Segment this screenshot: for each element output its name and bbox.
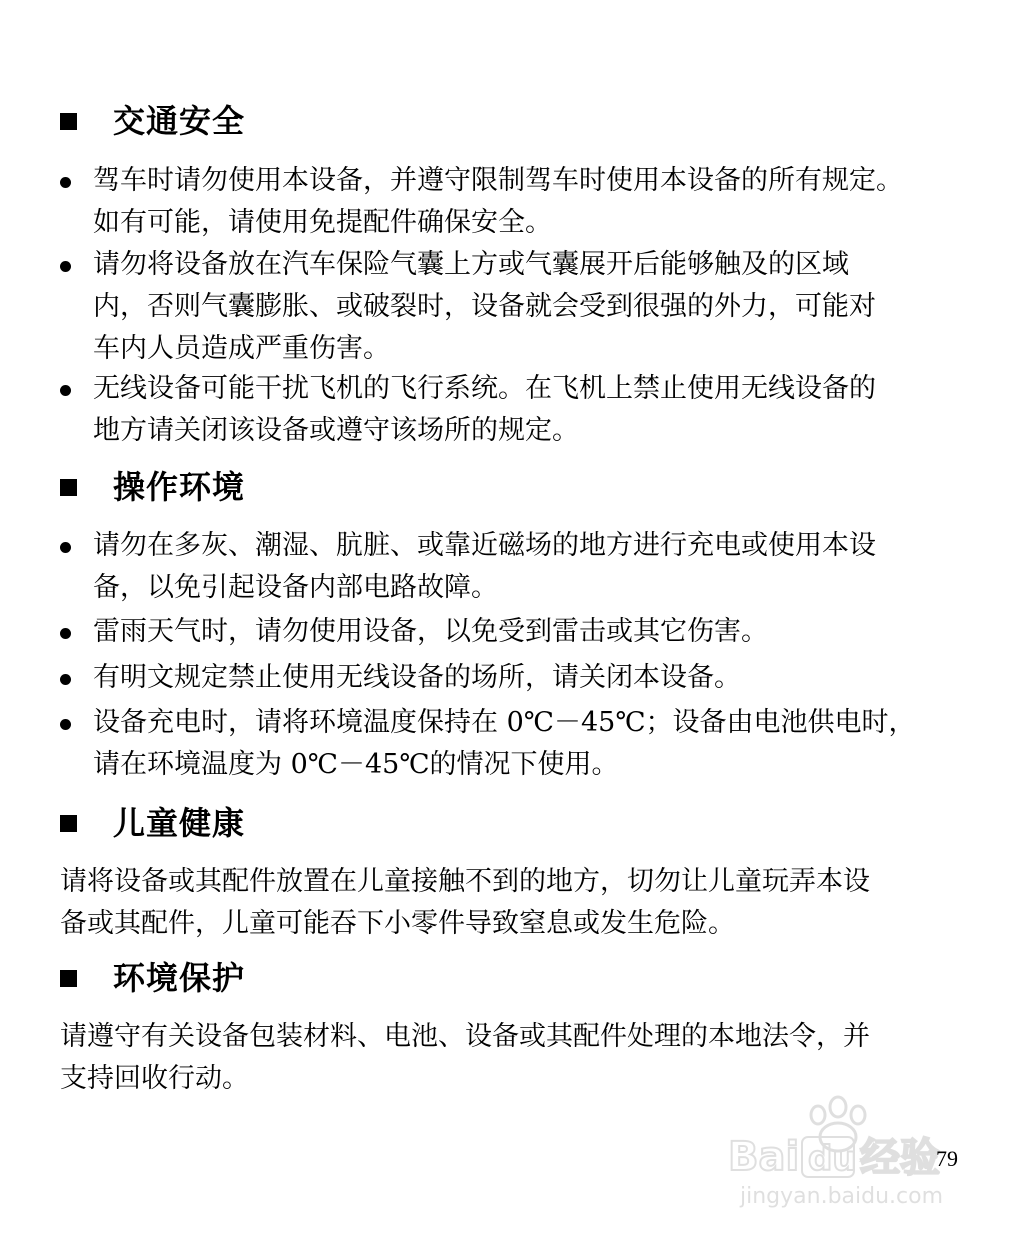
heading-text: 操作环境 xyxy=(113,468,246,506)
svg-text:jingyan.baidu.com: jingyan.baidu.com xyxy=(740,1184,944,1209)
section-heading-traffic xyxy=(60,101,245,141)
bullet-text xyxy=(93,160,973,244)
bullet-text xyxy=(93,657,973,699)
text-line: 请遵守有关设备包装材料、电池、设备或其配件处理的本地法令，并 xyxy=(60,1021,870,1052)
heading-text: 儿童健康 xyxy=(113,804,246,842)
text-line: 车内人员造成严重伤害。 xyxy=(93,333,390,364)
heading-text: 交通安全 xyxy=(113,102,246,140)
square-bullet-icon xyxy=(60,970,77,987)
paragraph-children xyxy=(60,861,970,945)
bullet-dot-icon xyxy=(60,719,71,730)
bullet-dot-icon xyxy=(60,261,71,272)
bullet-text xyxy=(93,525,973,609)
text-line: 请在环境温度为 0℃－45℃的情况下使用。 xyxy=(93,749,619,780)
bullet-dot-icon xyxy=(60,542,71,553)
text-line: 请将设备或其配件放置在儿童接触不到的地方，切勿让儿童玩弄本设 xyxy=(60,866,870,897)
section-heading-eco xyxy=(60,958,245,998)
svg-text:Bai: Bai xyxy=(728,1134,800,1180)
baidu-jingyan-watermark-icon xyxy=(720,1085,970,1215)
bullet-dot-icon xyxy=(60,385,71,396)
page-number: 79 xyxy=(936,1146,958,1171)
text-line: 备或其配件，儿童可能吞下小零件导致窒息或发生危险。 xyxy=(60,908,735,939)
square-bullet-icon xyxy=(60,815,77,832)
text-line: 无线设备可能干扰飞机的飞行系统。在飞机上禁止使用无线设备的 xyxy=(93,373,876,404)
text-line: 地方请关闭该设备或遵守该场所的规定。 xyxy=(93,415,579,446)
svg-text:经验: 经验 xyxy=(860,1135,940,1181)
section-heading-environment xyxy=(60,467,245,507)
text-line: 如有可能，请使用免提配件确保安全。 xyxy=(93,207,552,238)
text-line: 有明文规定禁止使用无线设备的场所，请关闭本设备。 xyxy=(93,662,741,693)
bullet-dot-icon xyxy=(60,628,71,639)
text-line: 请勿将设备放在汽车保险气囊上方或气囊展开后能够触及的区域 xyxy=(93,249,849,280)
text-line: 驾车时请勿使用本设备，并遵守限制驾车时使用本设备的所有规定。 xyxy=(93,165,903,196)
bullet-dot-icon xyxy=(60,177,71,188)
text-line: 设备充电时，请将环境温度保持在 0℃－45℃；设备由电池供电时， xyxy=(93,707,916,738)
bullet-text xyxy=(93,611,973,653)
bullet-text xyxy=(93,368,973,452)
text-line: 支持回收行动。 xyxy=(60,1063,249,1094)
text-line: 备，以免引起设备内部电路故障。 xyxy=(93,572,498,603)
square-bullet-icon xyxy=(60,479,77,496)
bullet-text xyxy=(93,244,973,370)
heading-text: 环境保护 xyxy=(113,959,246,997)
svg-text:du: du xyxy=(808,1139,857,1179)
square-bullet-icon xyxy=(60,113,77,130)
text-line: 内，否则气囊膨胀、或破裂时，设备就会受到很强的外力，可能对 xyxy=(93,291,876,322)
text-line: 雷雨天气时，请勿使用设备，以免受到雷击或其它伤害。 xyxy=(93,616,768,647)
section-heading-children xyxy=(60,803,245,843)
bullet-text xyxy=(93,702,973,786)
text-line: 请勿在多灰、潮湿、肮脏、或靠近磁场的地方进行充电或使用本设 xyxy=(93,530,876,561)
bullet-dot-icon xyxy=(60,674,71,685)
